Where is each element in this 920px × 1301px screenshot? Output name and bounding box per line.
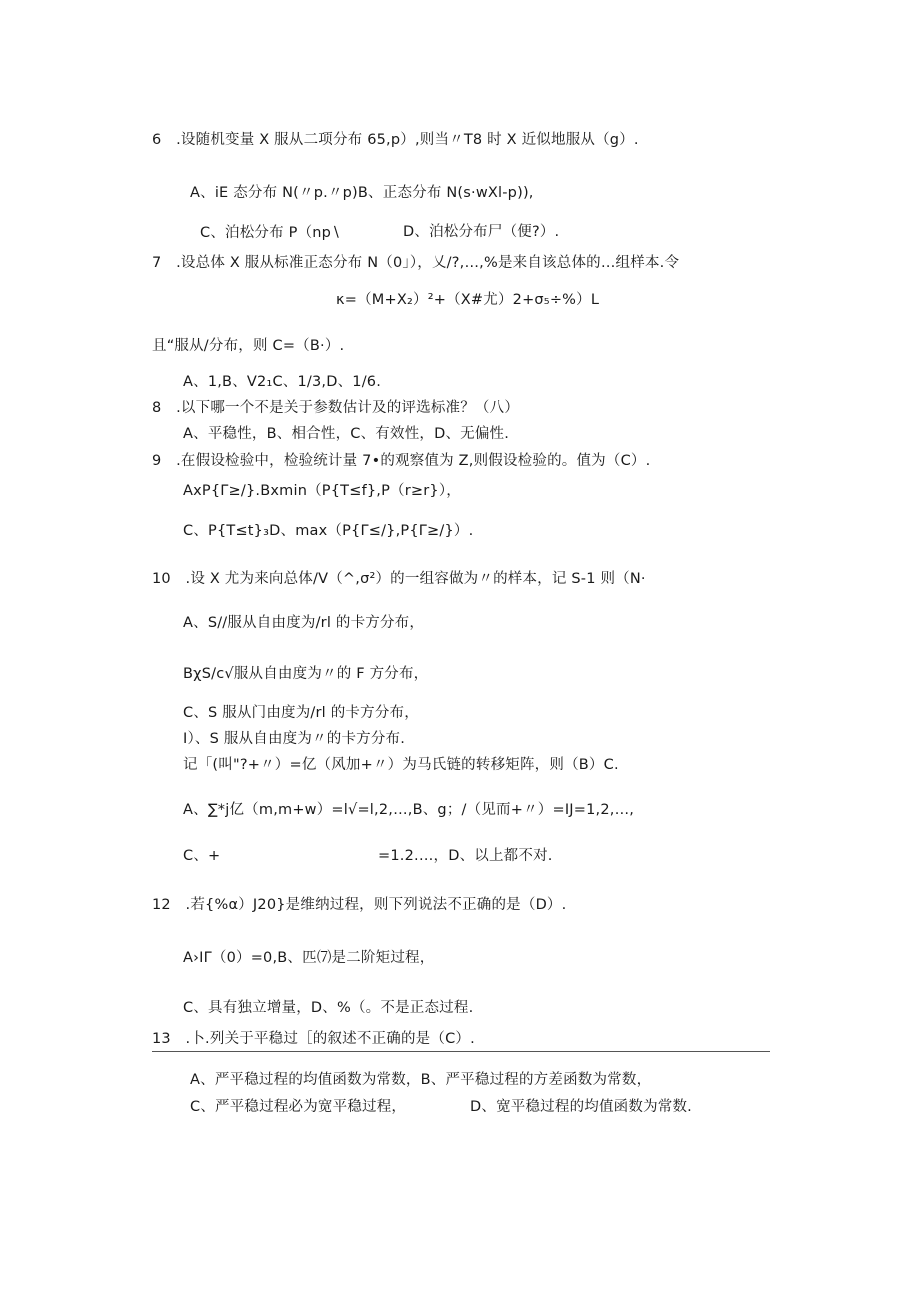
q6-options-ab: A、iE 态分布 N(〃p.〃p)B、正态分布 N(s·wXl-p)), (190, 185, 534, 201)
q9-stem: 9 .在假设检验中，检验统计量 7•的观察值为 Z,则假设检验的。值为（C）. (152, 453, 651, 469)
q12-options-ab: A›IΓ（0）=0,B、匹⑺是二阶矩过程， (183, 950, 435, 966)
q6-option-c: C、泊松分布 P（np∖ (200, 225, 341, 241)
q7-options: A、1,B、V2₁C、1/3,D、1/6. (183, 374, 382, 390)
q11-options-ab: A、∑*j亿（m,m+w）=l√=l,2,…,B、g；/（见而+〃）=IJ=1,2,…, (183, 802, 635, 818)
q11-option-c: C、+ (183, 848, 221, 864)
q10-option-c: C、S 服从门由度为∕rl 的卡方分布， (183, 705, 419, 721)
q10-option-b: BχS∕c√服从自由度为〃的 F 方分布， (183, 666, 429, 682)
q11-option-d: =1.2.…，D、以上都不对. (378, 848, 553, 864)
q13-option-d: D、宽平稳过程的均值函数为常数. (470, 1099, 692, 1115)
q13-stem: 13 .卜.列关于平稳过［的叙述不正确的是（C）. (152, 1031, 475, 1047)
q7-condition: 且“服从/分布，则 C=（B·）. (152, 338, 345, 354)
q6-option-d: D、泊松分布尸（便?）. (403, 224, 560, 240)
q9-options-ab: AxP{Γ≥∕}.Bxmin（P{T≤f},P（r≥r}）， (183, 483, 461, 499)
q12-options-cd: C、具有独立增量，D、%（。不是正态过程. (183, 1000, 474, 1016)
q8-stem: 8 .以下哪一个不是关于参数估计及的评选标准？（八） (152, 400, 520, 416)
q11-stem: 记「(叫"?+〃）=亿（风加+〃）为马氏链的转移矩阵，则（B）C. (183, 757, 619, 773)
underline-rule (152, 1051, 770, 1052)
q6-stem: 6 .设随机变量 X 服从二项分布 65,p）,则当〃T8 时 X 近似地服从（g）. (152, 132, 639, 148)
q10-option-d: I）、S 服从自由度为〃的卡方分布. (183, 731, 406, 747)
q12-stem: 12 .若{%α）J20}是维纳过程，则下列说法不正确的是（D）. (152, 897, 567, 913)
q10-stem: 10 .设 X 尤为来向总体/V（^,σ²）的一组容做为〃的样本，记 S-1 则（N· (152, 571, 646, 587)
q7-formula: κ=（M+X₂）²+（X#尤）2+σ₅÷%）L (336, 292, 600, 308)
q13-options-ab: A、严平稳过程的均值函数为常数，B、严平稳过程的方差函数为常数， (190, 1072, 652, 1088)
q7-stem: 7 .设总体 X 服从标准正态分布 N（0」），乂/?,…,%是来自该总体的…组样本.令 (152, 255, 680, 271)
q9-options-cd: C、P{T≤t}₃D、max（P{Γ≤∕},P{Γ≥∕}）. (183, 523, 474, 539)
q13-option-c: C、严平稳过程必为宽平稳过程， (190, 1099, 407, 1115)
q8-options: A、平稳性，B、相合性，C、有效性，D、无偏性. (183, 426, 510, 442)
q10-option-a: A、S//服从自由度为∕rl 的卡方分布， (183, 615, 425, 631)
